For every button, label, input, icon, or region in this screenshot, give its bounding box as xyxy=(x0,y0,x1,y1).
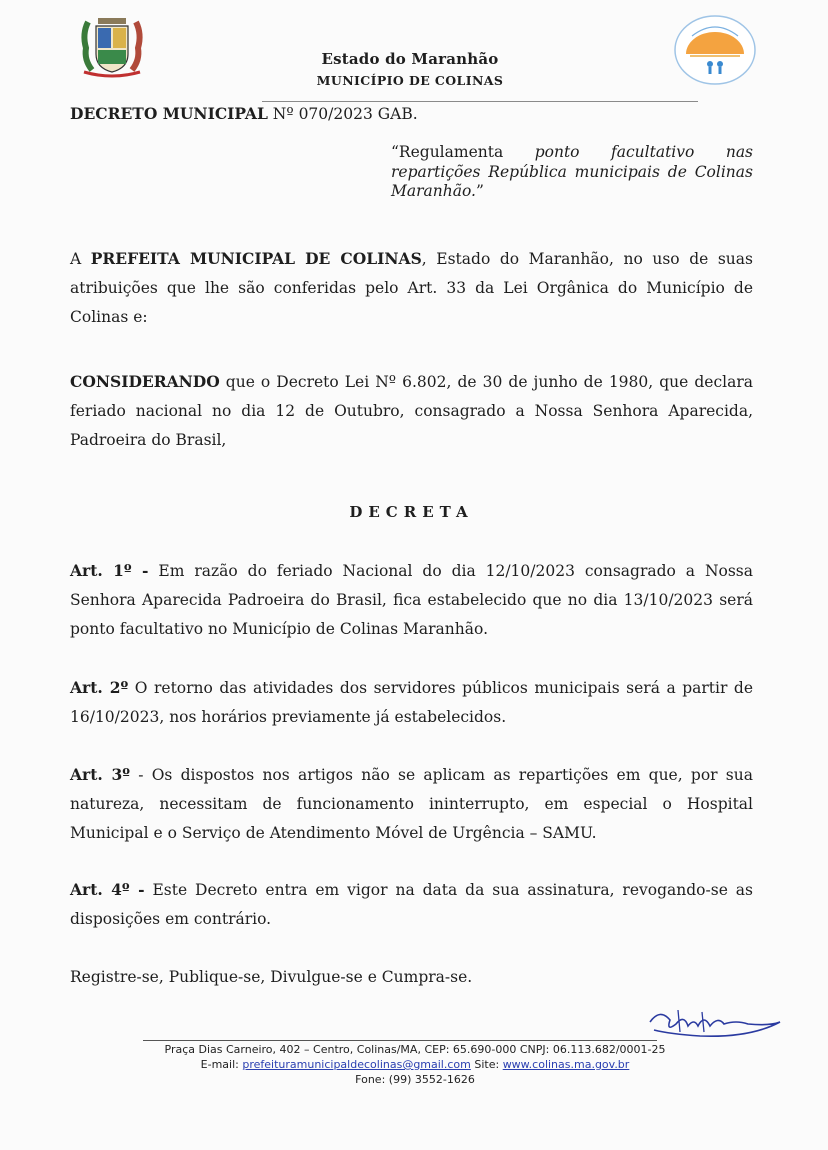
ementa-close: ” xyxy=(475,182,484,200)
considering-bold: CONSIDERANDO xyxy=(70,372,220,391)
article-1 xyxy=(70,556,753,644)
preamble-lead: A xyxy=(70,250,91,268)
article-2-label: Art. 2º xyxy=(70,678,129,697)
header-state: Estado do Maranhão xyxy=(321,50,499,68)
preamble-paragraph xyxy=(70,244,753,332)
considering-rest: que o Decreto Lei Nº 6.802, de 30 de junho de 1980, que declara feriado nacional no dia 12 de Outubro, consagrado a Nossa Senhora Aparecida, Padroeira do Brasil, xyxy=(70,373,753,449)
article-2 xyxy=(70,673,753,732)
decree-ementa xyxy=(391,143,753,202)
article-2-text: O retorno das atividades dos servidores públicos municipais será a partir de 16/10/2023, nos horários previamente já estabelecidos. xyxy=(70,679,753,726)
article-1-text: Em razão do feriado Nacional do dia 12/10/2023 consagrado a Nossa Senhora Aparecida Padroeira do Brasil, fica estabelecido que no dia 13/10/2023 será ponto facultativo no Município de Colinas Maranhão. xyxy=(70,562,753,638)
closing-line: Registre-se, Publique-se, Divulgue-se e Cumpra-se. xyxy=(70,968,473,986)
unicef-seal-icon xyxy=(670,14,760,86)
footer-contact xyxy=(110,1058,720,1071)
header-divider xyxy=(262,101,698,102)
article-4-text: Este Decreto entra em vigor na data da sua assinatura, revogando-se as disposições em contrário. xyxy=(70,881,753,928)
decree-title-number: Nº 070/2023 GAB. xyxy=(267,105,418,123)
ementa-italic: ponto facultativo nas repartições República municipais de Colinas Maranhão. xyxy=(391,143,754,200)
footer-site-link[interactable]: www.colinas.ma.gov.br xyxy=(502,1058,630,1071)
coat-of-arms-icon xyxy=(70,14,154,78)
footer-divider xyxy=(143,1040,657,1041)
header-municipality: MUNICÍPIO DE COLINAS xyxy=(316,73,504,88)
article-3-label: Art. 3º xyxy=(70,765,130,784)
decree-title-bold: DECRETO MUNICIPAL xyxy=(70,104,268,123)
article-3-text: - Os dispostos nos artigos não se aplicam as repartições em que, por sua natureza, necessitam de funcionamento ininterrupto, em especial o Hospital Municipal e o Serviço de Atendimento Móvel de Urgência – SAMU. xyxy=(70,766,753,842)
footer-email-label: E-mail: xyxy=(200,1058,243,1071)
article-1-label: Art. 1º - xyxy=(70,561,149,580)
signature-icon xyxy=(640,1002,790,1048)
ementa-open: “Regulamenta xyxy=(391,143,535,161)
article-3 xyxy=(70,760,753,848)
article-4 xyxy=(70,875,753,934)
decreta-heading: DECRETA xyxy=(349,503,474,521)
footer-site-label: Site: xyxy=(470,1058,503,1071)
article-4-label: Art. 4º - xyxy=(70,880,145,899)
decree-title xyxy=(70,104,418,123)
footer-address: Praça Dias Carneiro, 402 – Centro, Colinas/MA, CEP: 65.690-000 CNPJ: 06.113.682/0001-25 xyxy=(164,1043,666,1056)
preamble-bold: PREFEITA MUNICIPAL DE COLINAS xyxy=(90,249,422,268)
footer-email-link[interactable]: prefeituramunicipaldecolinas@gmail.com xyxy=(242,1058,471,1071)
considering-paragraph xyxy=(70,367,753,455)
footer-phone: Fone: (99) 3552-1626 xyxy=(355,1073,475,1086)
preamble-rest: , Estado do Maranhão, no uso de suas atribuições que lhe são conferidas pelo Art. 33 da Lei Orgânica do Município de Colinas e: xyxy=(70,250,753,326)
